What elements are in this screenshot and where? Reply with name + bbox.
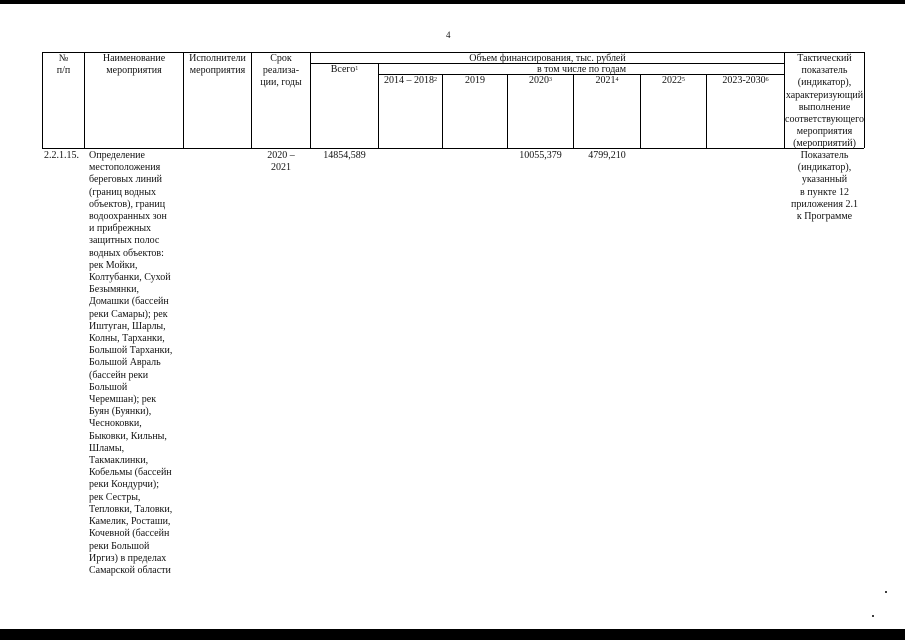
header-total xyxy=(311,64,378,76)
header-2020 xyxy=(508,75,573,87)
header-executors: Исполнители мероприятия xyxy=(189,53,246,77)
row-2020: 10055,379 xyxy=(519,150,562,161)
header-2014-2018 xyxy=(379,75,442,87)
footnote-mark: 3 xyxy=(549,77,552,83)
header-2021-label: 2021 xyxy=(595,75,616,86)
footnote-mark: 5 xyxy=(682,77,685,83)
header-2022 xyxy=(641,75,706,87)
footnote-mark: 6 xyxy=(765,77,769,83)
header-2020-label: 2020 xyxy=(529,75,549,86)
header-2021 xyxy=(574,75,640,87)
row-name: Определение местоположения береговых линий (границ водных объектов), границ водоохранных зон и прибрежных защитных полос водных объектов: рек Мойки, Колтубанки, Сухой Безымянки, Домашки (бассейн реки Самары); рек Иштуган, Шарлы, Колны, Тарханки, Большой Тарханки, Большой Авраль (бассейн реки Большой Черемшан); рек Буян (Буянки), Чесноковки, Быковки, Кильны, Шламы, Такмаклинки, Кобельмы (бассейн реки Кондурчи); рек Сестры, Тепловки, Таловки, Камелик, Росташи, Кочевной (бассейн реки Большой Иргиз) в пределах Самарской области xyxy=(89,150,173,576)
header-by-years: в том числе по годам xyxy=(536,64,627,75)
row-term: 2020 – 2021 xyxy=(267,150,295,174)
row-indicator: Показатель (индикатор), указанный в пункте 12 приложения 2.1 к Программе xyxy=(791,150,858,223)
row-2021: 4799,210 xyxy=(588,150,626,161)
footnote-mark: 2 xyxy=(434,77,437,83)
table-border-right xyxy=(864,52,865,148)
header-bottom-border xyxy=(42,148,864,149)
header-num: № п/п xyxy=(56,53,71,77)
header-total-label: Всего xyxy=(330,64,356,75)
footnote-mark: 4 xyxy=(615,77,619,83)
row-total: 14854,589 xyxy=(323,150,366,161)
header-term: Срок реализа- ции, годы xyxy=(260,53,302,89)
header-2014-2018-label: 2014 – 2018 xyxy=(384,75,434,86)
header-2023-2030 xyxy=(707,75,784,87)
header-name: Наименование мероприятия xyxy=(102,53,166,77)
header-2019: 2019 xyxy=(465,75,485,86)
footnote-mark: 1 xyxy=(355,66,359,72)
header-2023-2030-label: 2023-2030 xyxy=(722,75,766,86)
row-num: 2.2.1.15. xyxy=(44,150,79,161)
header-indicator: Тактический показатель (индикатор), характеризующий выполнение соответствующего мероприятия (мероприятий) xyxy=(785,53,864,150)
header-funding: Объем финансирования, тыс. рублей xyxy=(469,53,626,64)
header-2022-label: 2022 xyxy=(662,75,682,86)
page-number: 4 xyxy=(446,30,451,40)
